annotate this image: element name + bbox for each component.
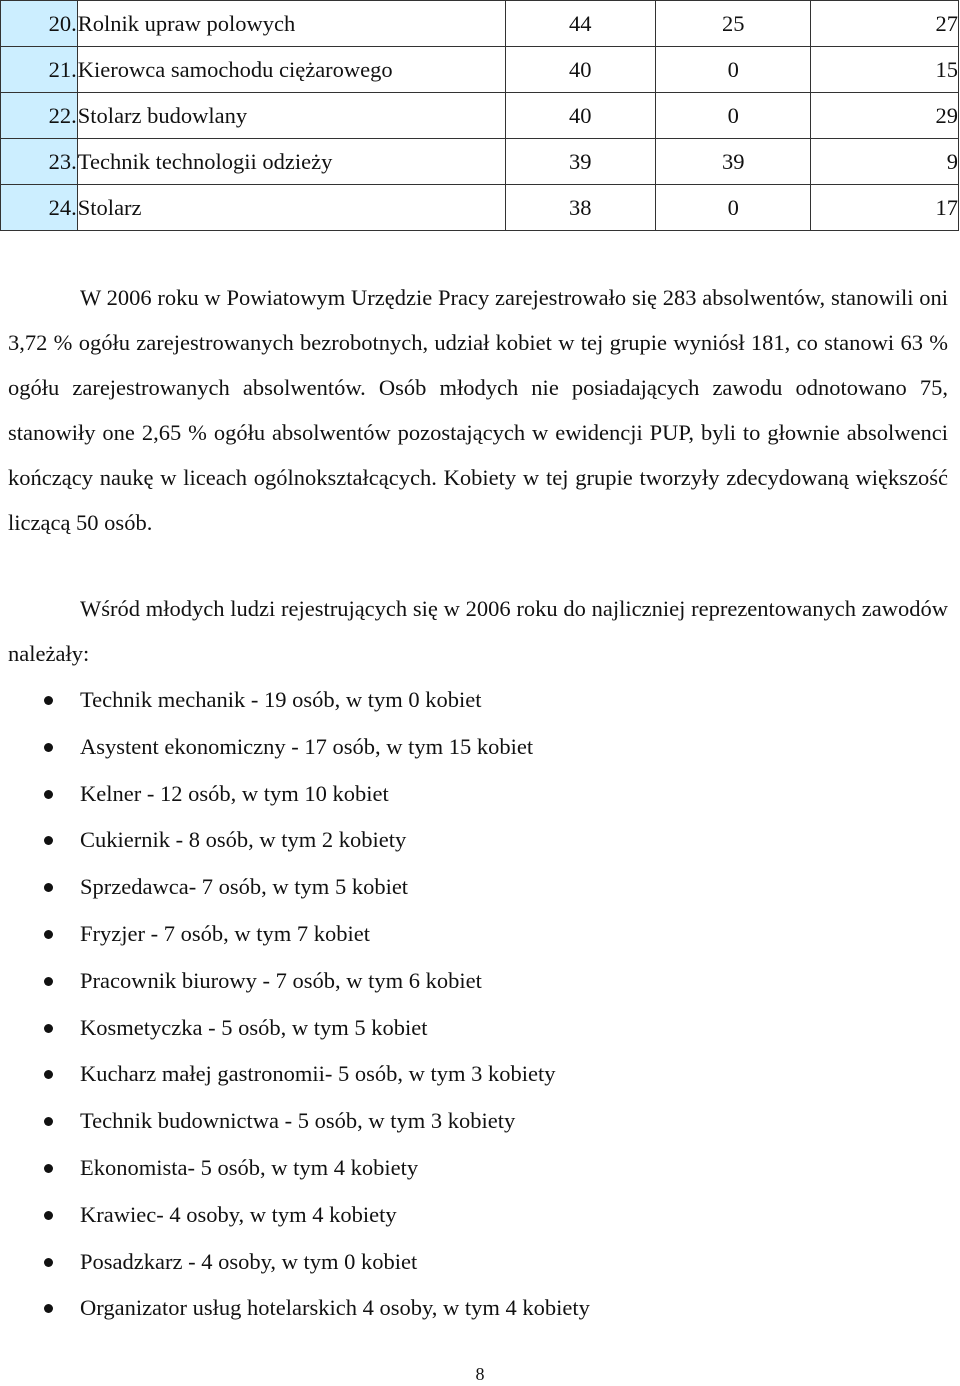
graduates-paragraph-text: W 2006 roku w Powiatowym Urzędzie Pracy zarejestrowało się 283 absolwentów, stanowili oni 3,72 % ogółu zarejestrowanych bezrobotnych, udział kobiet w tej grupie wyniósł 181, co stanowi 63 % ogółu zarejestrowanych absolwentów. Osób młodych nie posiadających zawodu odnotowano 75, stanowiły one 2,65 % ogółu absolwentów pozostających w ewidencji PUP, byli to głownie absolwenci kończący naukę w liceach ogólnokształcących. Kobiety w tej grupie tworzyły zdecydowaną większość liczącą 50 osób.: [8, 285, 948, 535]
list-item: [0, 911, 590, 958]
table-row: [1, 47, 959, 93]
row-number: 20.: [1, 1, 78, 47]
row-number: 21.: [1, 47, 78, 93]
list-item: [0, 1285, 590, 1332]
list-item: [0, 864, 590, 911]
row-number: 24.: [1, 185, 78, 231]
occupations-table: [0, 0, 959, 231]
occupation-name: Stolarz budowlany: [77, 93, 505, 139]
value-column-1: 44: [505, 1, 655, 47]
list-item-text: Kosmetyczka - 5 osób, w tym 5 kobiet: [80, 1014, 428, 1040]
occupation-name: Kierowca samochodu ciężarowego: [77, 47, 505, 93]
bullet-icon: [44, 1304, 53, 1313]
occupation-name: Stolarz: [77, 185, 505, 231]
list-item: [0, 817, 590, 864]
bullet-icon: [44, 1024, 53, 1033]
bullet-icon: [44, 743, 53, 752]
value-column-1: 38: [505, 185, 655, 231]
value-column-2: 39: [656, 139, 811, 185]
list-item: [0, 1239, 590, 1286]
table-row: [1, 185, 959, 231]
list-item: [0, 1005, 590, 1052]
list-item-text: Technik mechanik - 19 osób, w tym 0 kobiet: [80, 687, 482, 712]
occupations-intro-text: Wśród młodych ludzi rejestrujących się w 2006 roku do najliczniej reprezentowanych zawodów należały:: [8, 596, 948, 666]
list-item-text: Pracownik biurowy - 7 osób, w tym 6 kobiet: [80, 967, 482, 993]
table-row: [1, 139, 959, 185]
bullet-icon: [44, 836, 53, 845]
value-column-2: 0: [656, 185, 811, 231]
list-item: [0, 724, 590, 771]
list-item-text: Sprzedawca- 7 osób, w tym 5 kobiet: [80, 874, 409, 900]
list-item-text: Ekonomista- 5 osób, w tym 4 kobiety: [80, 1154, 419, 1180]
list-item-text: Kelner - 12 osób, w tym 10 kobiet: [80, 780, 389, 806]
value-column-3: 15: [811, 47, 959, 93]
bullet-icon: [44, 977, 53, 986]
occupations-bullet-list: [0, 677, 590, 1332]
list-item: [0, 958, 590, 1005]
list-item: [0, 1192, 590, 1239]
bullet-icon: [44, 1070, 53, 1079]
row-number: 23.: [1, 139, 78, 185]
table-row: [1, 1, 959, 47]
list-item-text: Fryzjer - 7 osób, w tym 7 kobiet: [80, 920, 370, 946]
value-column-2: 25: [656, 1, 811, 47]
bullet-icon: [44, 1117, 53, 1126]
bullet-icon: [44, 1258, 53, 1267]
table-row: [1, 93, 959, 139]
bullet-icon: [44, 1164, 53, 1173]
occupations-intro-paragraph: [8, 586, 948, 676]
list-item: [0, 1098, 590, 1145]
value-column-2: 0: [656, 93, 811, 139]
list-item-text: Technik budownictwa - 5 osób, w tym 3 kobiety: [80, 1108, 516, 1134]
value-column-3: 29: [811, 93, 959, 139]
list-item: [0, 771, 590, 818]
list-item: [0, 677, 590, 724]
list-item-text: Asystent ekonomiczny - 17 osób, w tym 15 kobiet: [80, 733, 534, 759]
list-item-text: Kucharz małej gastronomii- 5 osób, w tym 3 kobiety: [80, 1061, 556, 1087]
value-column-2: 0: [656, 47, 811, 93]
bullet-icon: [44, 696, 53, 705]
list-item: [0, 1145, 590, 1192]
value-column-1: 40: [505, 93, 655, 139]
occupation-name: Technik technologii odzieży: [77, 139, 505, 185]
list-item-text: Posadzkarz - 4 osoby, w tym 0 kobiet: [80, 1248, 418, 1274]
bullet-icon: [44, 930, 53, 939]
bullet-icon: [44, 1211, 53, 1220]
list-item: [0, 1051, 590, 1098]
value-column-3: 27: [811, 1, 959, 47]
value-column-3: 9: [811, 139, 959, 185]
occupation-name: Rolnik upraw polowych: [77, 1, 505, 47]
list-item-text: Cukiernik - 8 osób, w tym 2 kobiety: [80, 827, 407, 853]
value-column-1: 39: [505, 139, 655, 185]
list-item-text: Organizator usług hotelarskich 4 osoby, w tym 4 kobiety: [80, 1295, 590, 1321]
bullet-icon: [44, 790, 53, 799]
row-number: 22.: [1, 93, 78, 139]
graduates-paragraph: [8, 275, 948, 545]
value-column-3: 17: [811, 185, 959, 231]
list-item-text: Krawiec- 4 osoby, w tym 4 kobiety: [80, 1201, 397, 1227]
bullet-icon: [44, 883, 53, 892]
value-column-1: 40: [505, 47, 655, 93]
page-number: 8: [475, 1364, 485, 1384]
